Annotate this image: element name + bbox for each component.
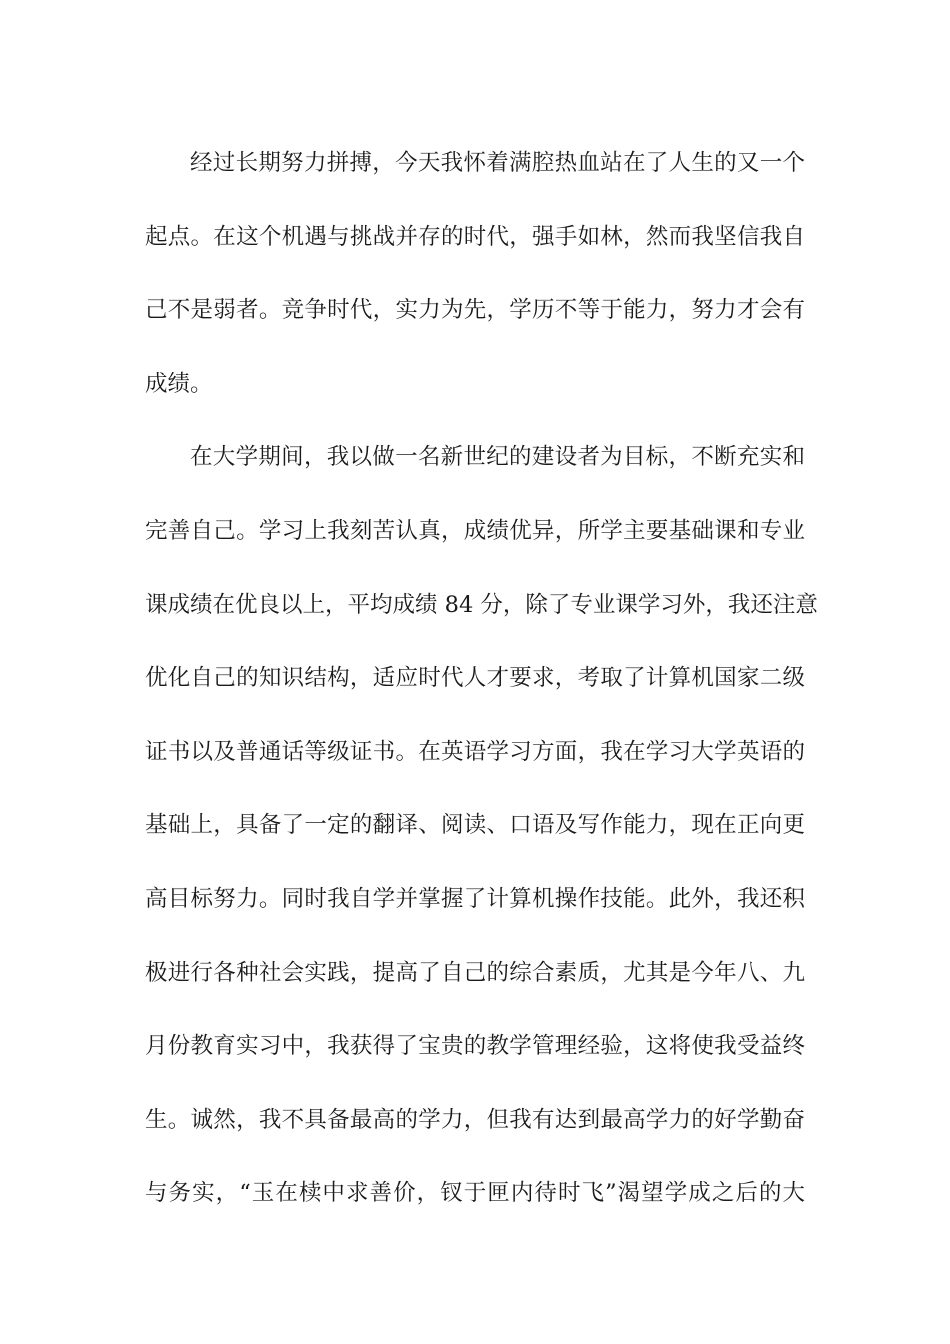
text-line: 极进行各种社会实践，提高了自己的综合素质，尤其是今年八、九 bbox=[145, 959, 805, 986]
text-line: 基础上，具备了一定的翻译、阅读、口语及写作能力，现在正向更 bbox=[145, 812, 805, 839]
document-body bbox=[145, 127, 818, 1231]
paragraph-1 bbox=[145, 127, 805, 421]
text-line: 起点。在这个机遇与挑战并存的时代，强手如林，然而我坚信我自 bbox=[145, 223, 805, 250]
paragraph-2 bbox=[145, 421, 818, 1231]
text-line: 成绩。 bbox=[145, 370, 213, 397]
text-line: 高目标努力。同时我自学并掌握了计算机操作技能。此外，我还积 bbox=[145, 885, 805, 912]
text-line: 生。诚然，我不具备最高的学力，但我有达到最高学力的好学勤奋 bbox=[145, 1106, 805, 1133]
text-line: 完善自己。学习上我刻苦认真，成绩优异，所学主要基础课和专业 bbox=[145, 517, 805, 544]
text-line: 己不是弱者。竞争时代，实力为先，学历不等于能力，努力才会有 bbox=[145, 297, 805, 324]
text-line: 在大学期间，我以做一名新世纪的建设者为目标，不断充实和 bbox=[190, 444, 805, 471]
text-line: 经过长期努力拼搏，今天我怀着满腔热血站在了人生的又一个 bbox=[190, 150, 805, 176]
text-line: 月份教育实习中，我获得了宝贵的教学管理经验，这将使我受益终 bbox=[145, 1033, 805, 1060]
text-line: 优化自己的知识结构，适应时代人才要求，考取了计算机国家二级 bbox=[145, 665, 805, 692]
text-line: 证书以及普通话等级证书。在英语学习方面，我在学习大学英语的 bbox=[145, 738, 805, 765]
text-line: 课成绩在优良以上，平均成绩 84 分，除了专业课学习外，我还注意 bbox=[145, 591, 818, 618]
text-line: 与务实，“玉在椟中求善价，钗于匣内待时飞”渴望学成之后的大 bbox=[145, 1180, 805, 1207]
